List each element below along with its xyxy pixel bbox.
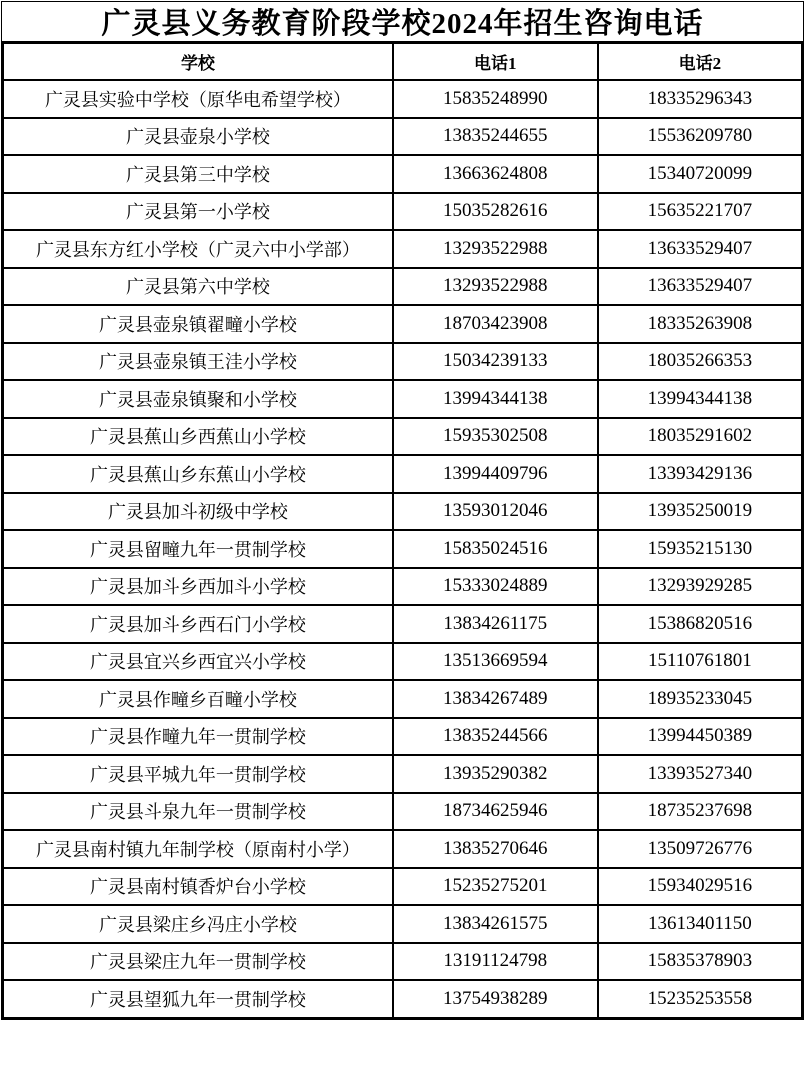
table-row [3, 868, 803, 906]
table-row [3, 155, 803, 193]
school-cell: 广灵县留疃九年一贯制学校 [3, 530, 393, 568]
phone2-cell: 18335263908 [598, 305, 803, 343]
school-cell: 广灵县梁庄乡冯庄小学校 [3, 905, 393, 943]
phone2-cell: 13633529407 [598, 230, 803, 268]
table-row [3, 793, 803, 831]
phone1-cell: 18703423908 [393, 305, 598, 343]
phone2-cell: 15835378903 [598, 943, 803, 981]
table-row [3, 418, 803, 456]
table-row [3, 905, 803, 943]
phone2-cell: 18035266353 [598, 343, 803, 381]
phone2-cell: 18735237698 [598, 793, 803, 831]
phone1-cell: 15235275201 [393, 868, 598, 906]
table-row [3, 643, 803, 681]
school-cell: 广灵县南村镇九年制学校（原南村小学） [3, 830, 393, 868]
phone1-cell: 15333024889 [393, 568, 598, 606]
school-cell: 广灵县作疃乡百疃小学校 [3, 680, 393, 718]
phone1-cell: 13663624808 [393, 155, 598, 193]
school-cell: 广灵县东方红小学校（广灵六中小学部） [3, 230, 393, 268]
table-row [3, 493, 803, 531]
phone1-cell: 15835024516 [393, 530, 598, 568]
school-cell: 广灵县南村镇香炉台小学校 [3, 868, 393, 906]
table-row [3, 568, 803, 606]
phone1-cell: 18734625946 [393, 793, 598, 831]
phone2-cell: 13393429136 [598, 455, 803, 493]
phone1-cell: 13834261575 [393, 905, 598, 943]
phone2-cell: 13613401150 [598, 905, 803, 943]
table-row [3, 343, 803, 381]
phone1-cell: 13835244655 [393, 118, 598, 156]
table-row [3, 455, 803, 493]
school-cell: 广灵县壶泉镇王洼小学校 [3, 343, 393, 381]
phone1-cell: 13835244566 [393, 718, 598, 756]
table-row [3, 80, 803, 118]
column-header-school: 学校 [3, 43, 393, 81]
phone2-cell: 13509726776 [598, 830, 803, 868]
phone1-cell: 13293522988 [393, 268, 598, 306]
phone2-cell: 18335296343 [598, 80, 803, 118]
phone2-cell: 18935233045 [598, 680, 803, 718]
phone2-cell: 18035291602 [598, 418, 803, 456]
table-row [3, 980, 803, 1018]
school-cell: 广灵县第一小学校 [3, 193, 393, 231]
phone2-cell: 15386820516 [598, 605, 803, 643]
table-row [3, 380, 803, 418]
phone2-cell: 15935215130 [598, 530, 803, 568]
school-cell: 广灵县蕉山乡东蕉山小学校 [3, 455, 393, 493]
phone2-cell: 13393527340 [598, 755, 803, 793]
phone1-cell: 15935302508 [393, 418, 598, 456]
phone1-cell: 15034239133 [393, 343, 598, 381]
phone2-cell: 13994344138 [598, 380, 803, 418]
table-row [3, 680, 803, 718]
table-row [3, 268, 803, 306]
phone1-cell: 15035282616 [393, 193, 598, 231]
phone2-cell: 13935250019 [598, 493, 803, 531]
phone1-cell: 13994409796 [393, 455, 598, 493]
phone2-cell: 13994450389 [598, 718, 803, 756]
phone1-cell: 13834261175 [393, 605, 598, 643]
school-cell: 广灵县斗泉九年一贯制学校 [3, 793, 393, 831]
phone1-cell: 13834267489 [393, 680, 598, 718]
phone2-cell: 15235253558 [598, 980, 803, 1018]
table-row [3, 305, 803, 343]
phone2-cell: 15536209780 [598, 118, 803, 156]
school-cell: 广灵县壶泉小学校 [3, 118, 393, 156]
phone2-cell: 15934029516 [598, 868, 803, 906]
table-row [3, 943, 803, 981]
table-row [3, 530, 803, 568]
page-title: 广灵县义务教育阶段学校2024年招生咨询电话 [1, 1, 804, 41]
school-cell: 广灵县壶泉镇聚和小学校 [3, 380, 393, 418]
school-cell: 广灵县第三中学校 [3, 155, 393, 193]
phone2-cell: 15110761801 [598, 643, 803, 681]
phone2-cell: 15635221707 [598, 193, 803, 231]
phone1-cell: 13593012046 [393, 493, 598, 531]
table-row [3, 193, 803, 231]
header-row [3, 43, 803, 81]
school-cell: 广灵县第六中学校 [3, 268, 393, 306]
table-row [3, 830, 803, 868]
school-cell: 广灵县加斗乡西加斗小学校 [3, 568, 393, 606]
phone2-cell: 15340720099 [598, 155, 803, 193]
table-row [3, 605, 803, 643]
phone1-cell: 13513669594 [393, 643, 598, 681]
phone1-cell: 13835270646 [393, 830, 598, 868]
phone1-cell: 13935290382 [393, 755, 598, 793]
table-row [3, 755, 803, 793]
school-cell: 广灵县梁庄九年一贯制学校 [3, 943, 393, 981]
table-header [3, 43, 803, 81]
school-cell: 广灵县加斗乡西石门小学校 [3, 605, 393, 643]
table-row [3, 230, 803, 268]
phone1-cell: 13754938289 [393, 980, 598, 1018]
school-cell: 广灵县平城九年一贯制学校 [3, 755, 393, 793]
phone2-cell: 13633529407 [598, 268, 803, 306]
phone1-cell: 13293522988 [393, 230, 598, 268]
school-cell: 广灵县实验中学校（原华电希望学校） [3, 80, 393, 118]
column-header-phone1: 电话1 [393, 43, 598, 81]
phone-directory-table [1, 41, 804, 1020]
school-cell: 广灵县蕉山乡西蕉山小学校 [3, 418, 393, 456]
phone1-cell: 15835248990 [393, 80, 598, 118]
table-row [3, 718, 803, 756]
school-cell: 广灵县望狐九年一贯制学校 [3, 980, 393, 1018]
column-header-phone2: 电话2 [598, 43, 803, 81]
school-cell: 广灵县作疃九年一贯制学校 [3, 718, 393, 756]
school-cell: 广灵县加斗初级中学校 [3, 493, 393, 531]
phone1-cell: 13191124798 [393, 943, 598, 981]
school-cell: 广灵县宜兴乡西宜兴小学校 [3, 643, 393, 681]
table-body [3, 80, 803, 1018]
school-cell: 广灵县壶泉镇翟疃小学校 [3, 305, 393, 343]
phone1-cell: 13994344138 [393, 380, 598, 418]
table-row [3, 118, 803, 156]
phone2-cell: 13293929285 [598, 568, 803, 606]
